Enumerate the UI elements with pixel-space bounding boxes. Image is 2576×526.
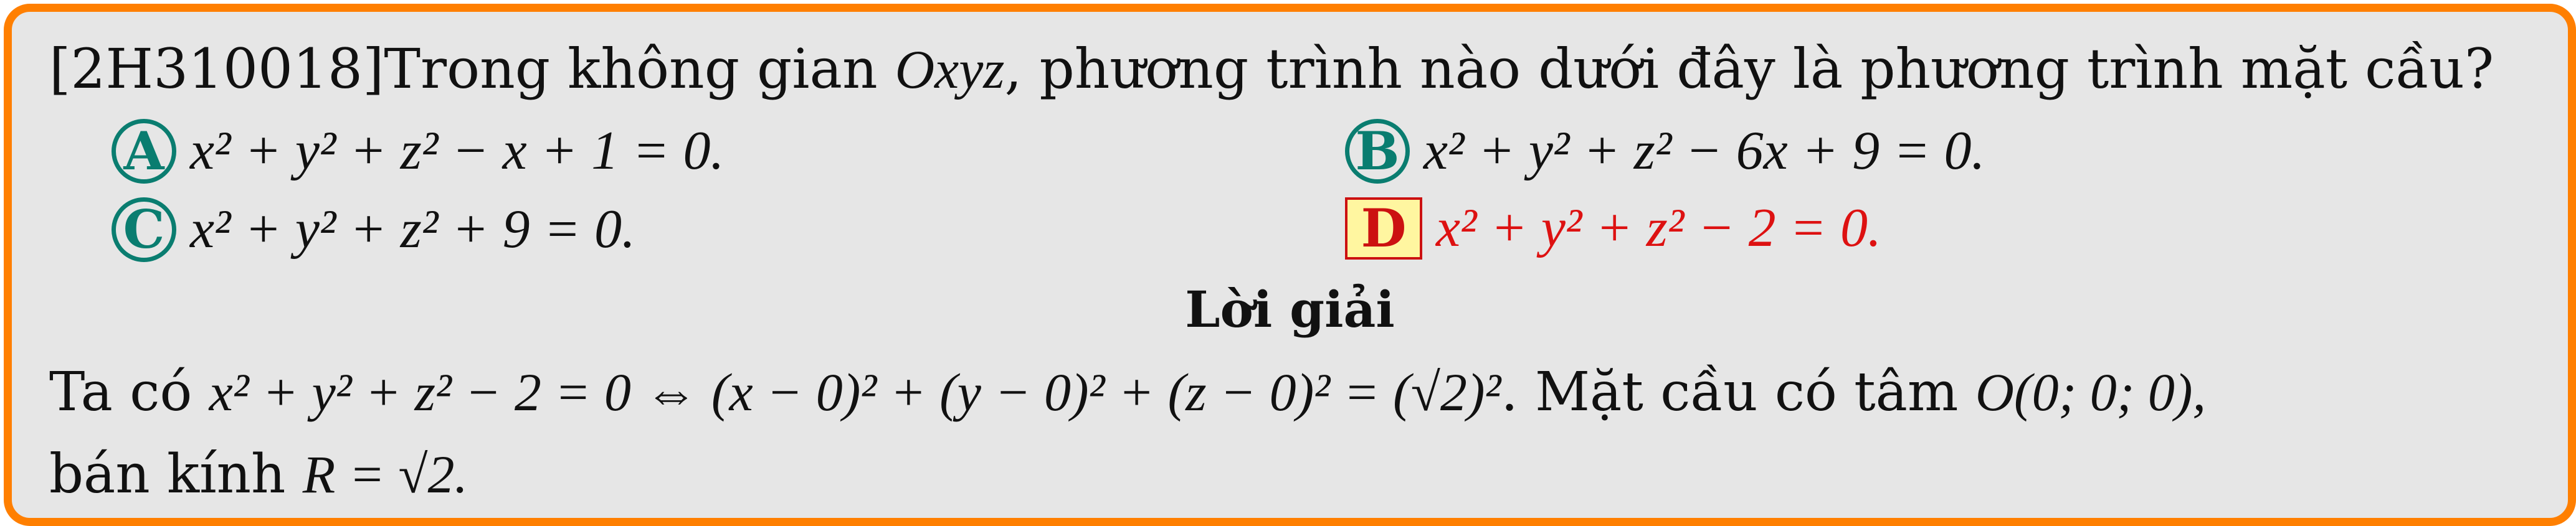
question-text-after: , phương trình nào dưới đây là phương trình mặt cầu? (1004, 37, 2494, 101)
option-b[interactable] (1345, 119, 1985, 184)
option-b-badge: B (1345, 119, 1410, 184)
solution-radius-prefix: bán kính (49, 443, 303, 505)
question-text (49, 37, 2494, 101)
option-c-badge: C (112, 197, 176, 262)
option-a-equation: x² + y² + z² − x + 1 = 0. (190, 121, 725, 181)
solution-line-1 (49, 361, 2206, 423)
solution-suffix: . Mặt cầu có tâm (1501, 361, 1975, 423)
question-card (4, 4, 2576, 526)
option-b-equation: x² + y² + z² − 6x + 9 = 0. (1423, 121, 1985, 181)
solution-equation: x² + y² + z² − 2 = 0 ⇔ (x − 0)² + (y − 0)² + (z − 0)² = (√2)² (209, 362, 1501, 422)
question-variable: Oxyz (895, 40, 1005, 100)
option-a-badge: A (112, 119, 176, 184)
solution-prefix: Ta có (49, 361, 209, 423)
solution-radius: R = √2. (302, 444, 468, 504)
option-a[interactable] (112, 119, 724, 184)
option-c[interactable] (112, 197, 635, 262)
question-code: [2H310018] (49, 37, 384, 101)
question-text-before: Trong không gian (384, 37, 895, 101)
solution-line-2 (49, 443, 468, 505)
solution-center: O(0; 0; 0), (1975, 362, 2206, 422)
solution-title: Lời giải (1185, 280, 1395, 339)
option-d-equation: x² + y² + z² − 2 = 0. (1436, 198, 1882, 258)
option-d-badge: D (1345, 197, 1422, 260)
option-d[interactable] (1345, 197, 1881, 260)
option-c-equation: x² + y² + z² + 9 = 0. (190, 199, 636, 260)
